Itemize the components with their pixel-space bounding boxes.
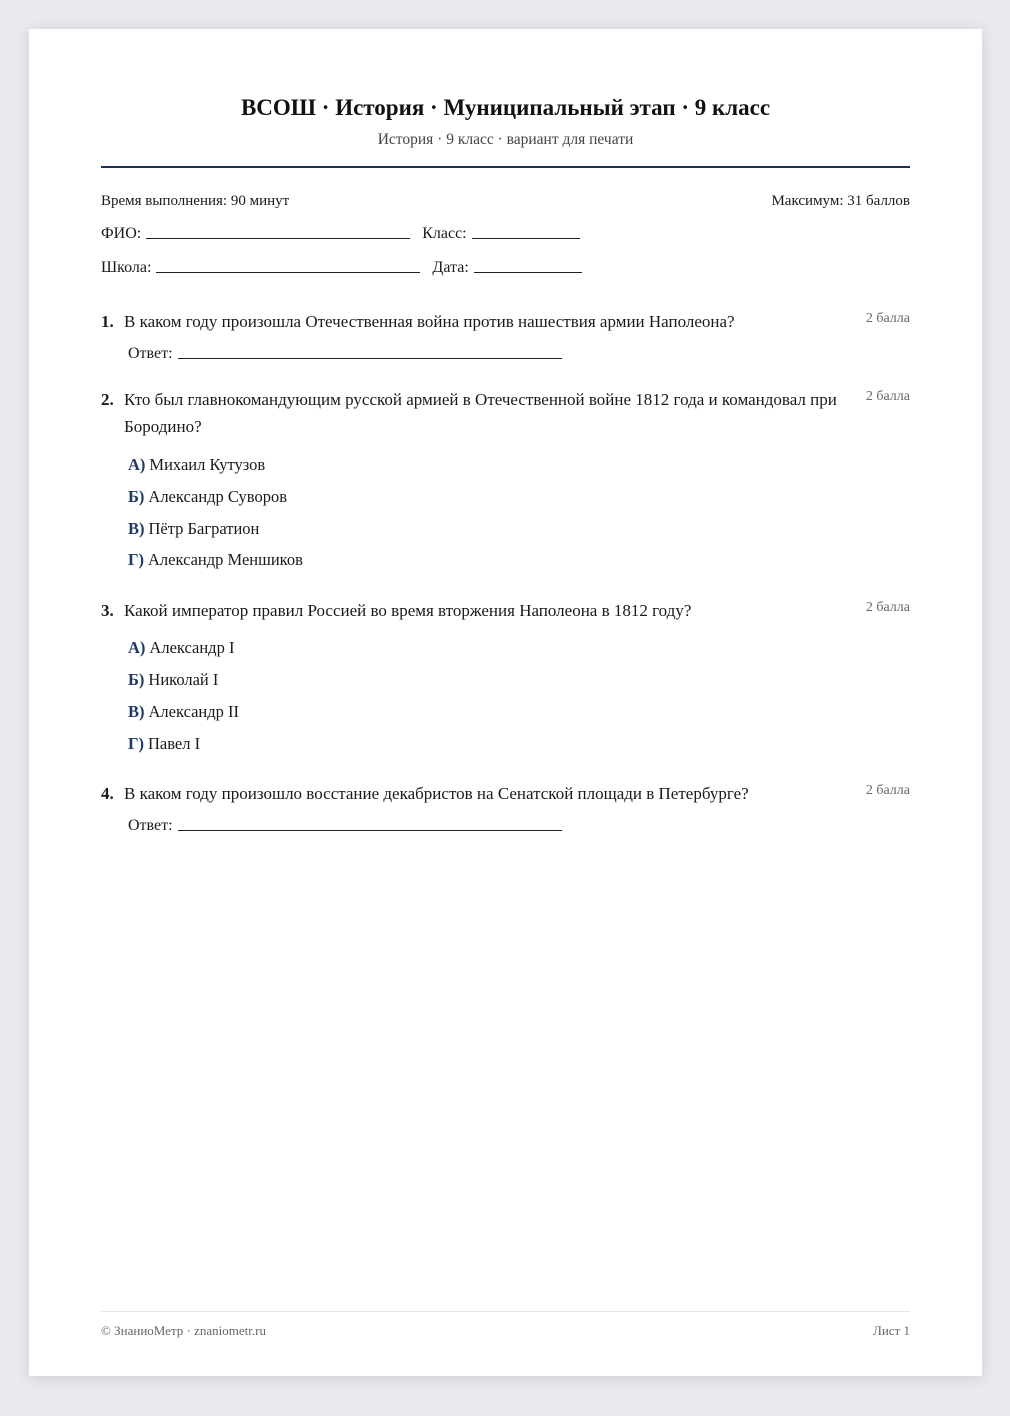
question-points: 2 балла: [865, 783, 910, 798]
question-points: 2 балла: [865, 600, 910, 615]
meta-row: [101, 193, 910, 210]
option-letter: Г): [128, 734, 144, 753]
answer-row-4: [128, 817, 562, 835]
footer-copyright: © ЗнаниоМетр · znaniometr.ru: [101, 1323, 266, 1338]
question-number: 3.: [101, 601, 114, 620]
date-label: Дата:: [432, 259, 469, 276]
option-text: Пётр Багратион: [148, 519, 260, 538]
option-a[interactable]: [128, 638, 234, 658]
question-text: Кто был главнокомандующим русской армией в Отечественной войне 1812 года и командовал при Бородино?: [124, 390, 837, 436]
exam-sheet: [29, 29, 982, 1376]
question-points: 2 балла: [865, 389, 910, 404]
option-c[interactable]: [128, 519, 259, 539]
option-c[interactable]: [128, 702, 239, 722]
question-text: В каком году произошла Отечественная война против нашествия армии Наполеона?: [124, 312, 735, 331]
fio-class-row: [101, 225, 580, 243]
page-number: Лист 1: [873, 1323, 910, 1338]
page-subtitle: История · 9 класс · вариант для печати: [377, 131, 634, 148]
class-label: Класс:: [422, 225, 467, 242]
question-number: 2.: [101, 390, 114, 409]
option-letter: Б): [128, 670, 145, 689]
answer-label: Ответ:: [128, 817, 173, 834]
answer-row-1: [128, 345, 562, 363]
option-text: Михаил Кутузов: [149, 455, 266, 474]
sheet-content: [101, 29, 910, 1376]
option-text: Павел I: [148, 734, 201, 753]
option-letter: В): [128, 519, 145, 538]
option-letter: А): [128, 455, 146, 474]
time-limit: Время выполнения: 90 минут: [101, 193, 290, 209]
option-text: Александр Меншиков: [148, 550, 303, 569]
option-letter: А): [128, 638, 146, 657]
option-letter: Б): [128, 487, 145, 506]
fio-field[interactable]: [146, 237, 410, 239]
option-text: Александр I: [149, 638, 235, 657]
answer-field[interactable]: [178, 357, 562, 359]
question-text: Какой император правил Россией во время вторжения Наполеона в 1812 году?: [124, 601, 692, 620]
school-date-row: [101, 259, 582, 277]
school-label: Школа:: [101, 259, 152, 276]
option-d[interactable]: [128, 734, 200, 754]
option-a[interactable]: [128, 455, 265, 475]
question-number: 4.: [101, 784, 114, 803]
footer-divider: [101, 1311, 910, 1312]
option-letter: Г): [128, 550, 144, 569]
fio-label: ФИО:: [101, 225, 142, 242]
option-text: Александр II: [148, 702, 240, 721]
class-field[interactable]: [472, 237, 580, 239]
option-b[interactable]: [128, 487, 287, 507]
answer-label: Ответ:: [128, 345, 173, 362]
option-b[interactable]: [128, 670, 218, 690]
option-d[interactable]: [128, 550, 303, 570]
option-text: Александр Суворов: [148, 487, 287, 506]
question-number: 1.: [101, 312, 114, 331]
date-field[interactable]: [474, 271, 582, 273]
page-title: ВСОШ · История · Муниципальный этап · 9 класс: [240, 95, 771, 120]
header-divider: [101, 166, 910, 168]
question-points: 2 балла: [865, 311, 910, 326]
max-score: Максимум: 31 баллов: [771, 193, 910, 209]
option-text: Николай I: [148, 670, 219, 689]
question-text: В каком году произошло восстание декабристов на Сенатской площади в Петербурге?: [124, 784, 749, 803]
option-letter: В): [128, 702, 145, 721]
answer-field[interactable]: [178, 829, 562, 831]
school-field[interactable]: [156, 271, 420, 273]
